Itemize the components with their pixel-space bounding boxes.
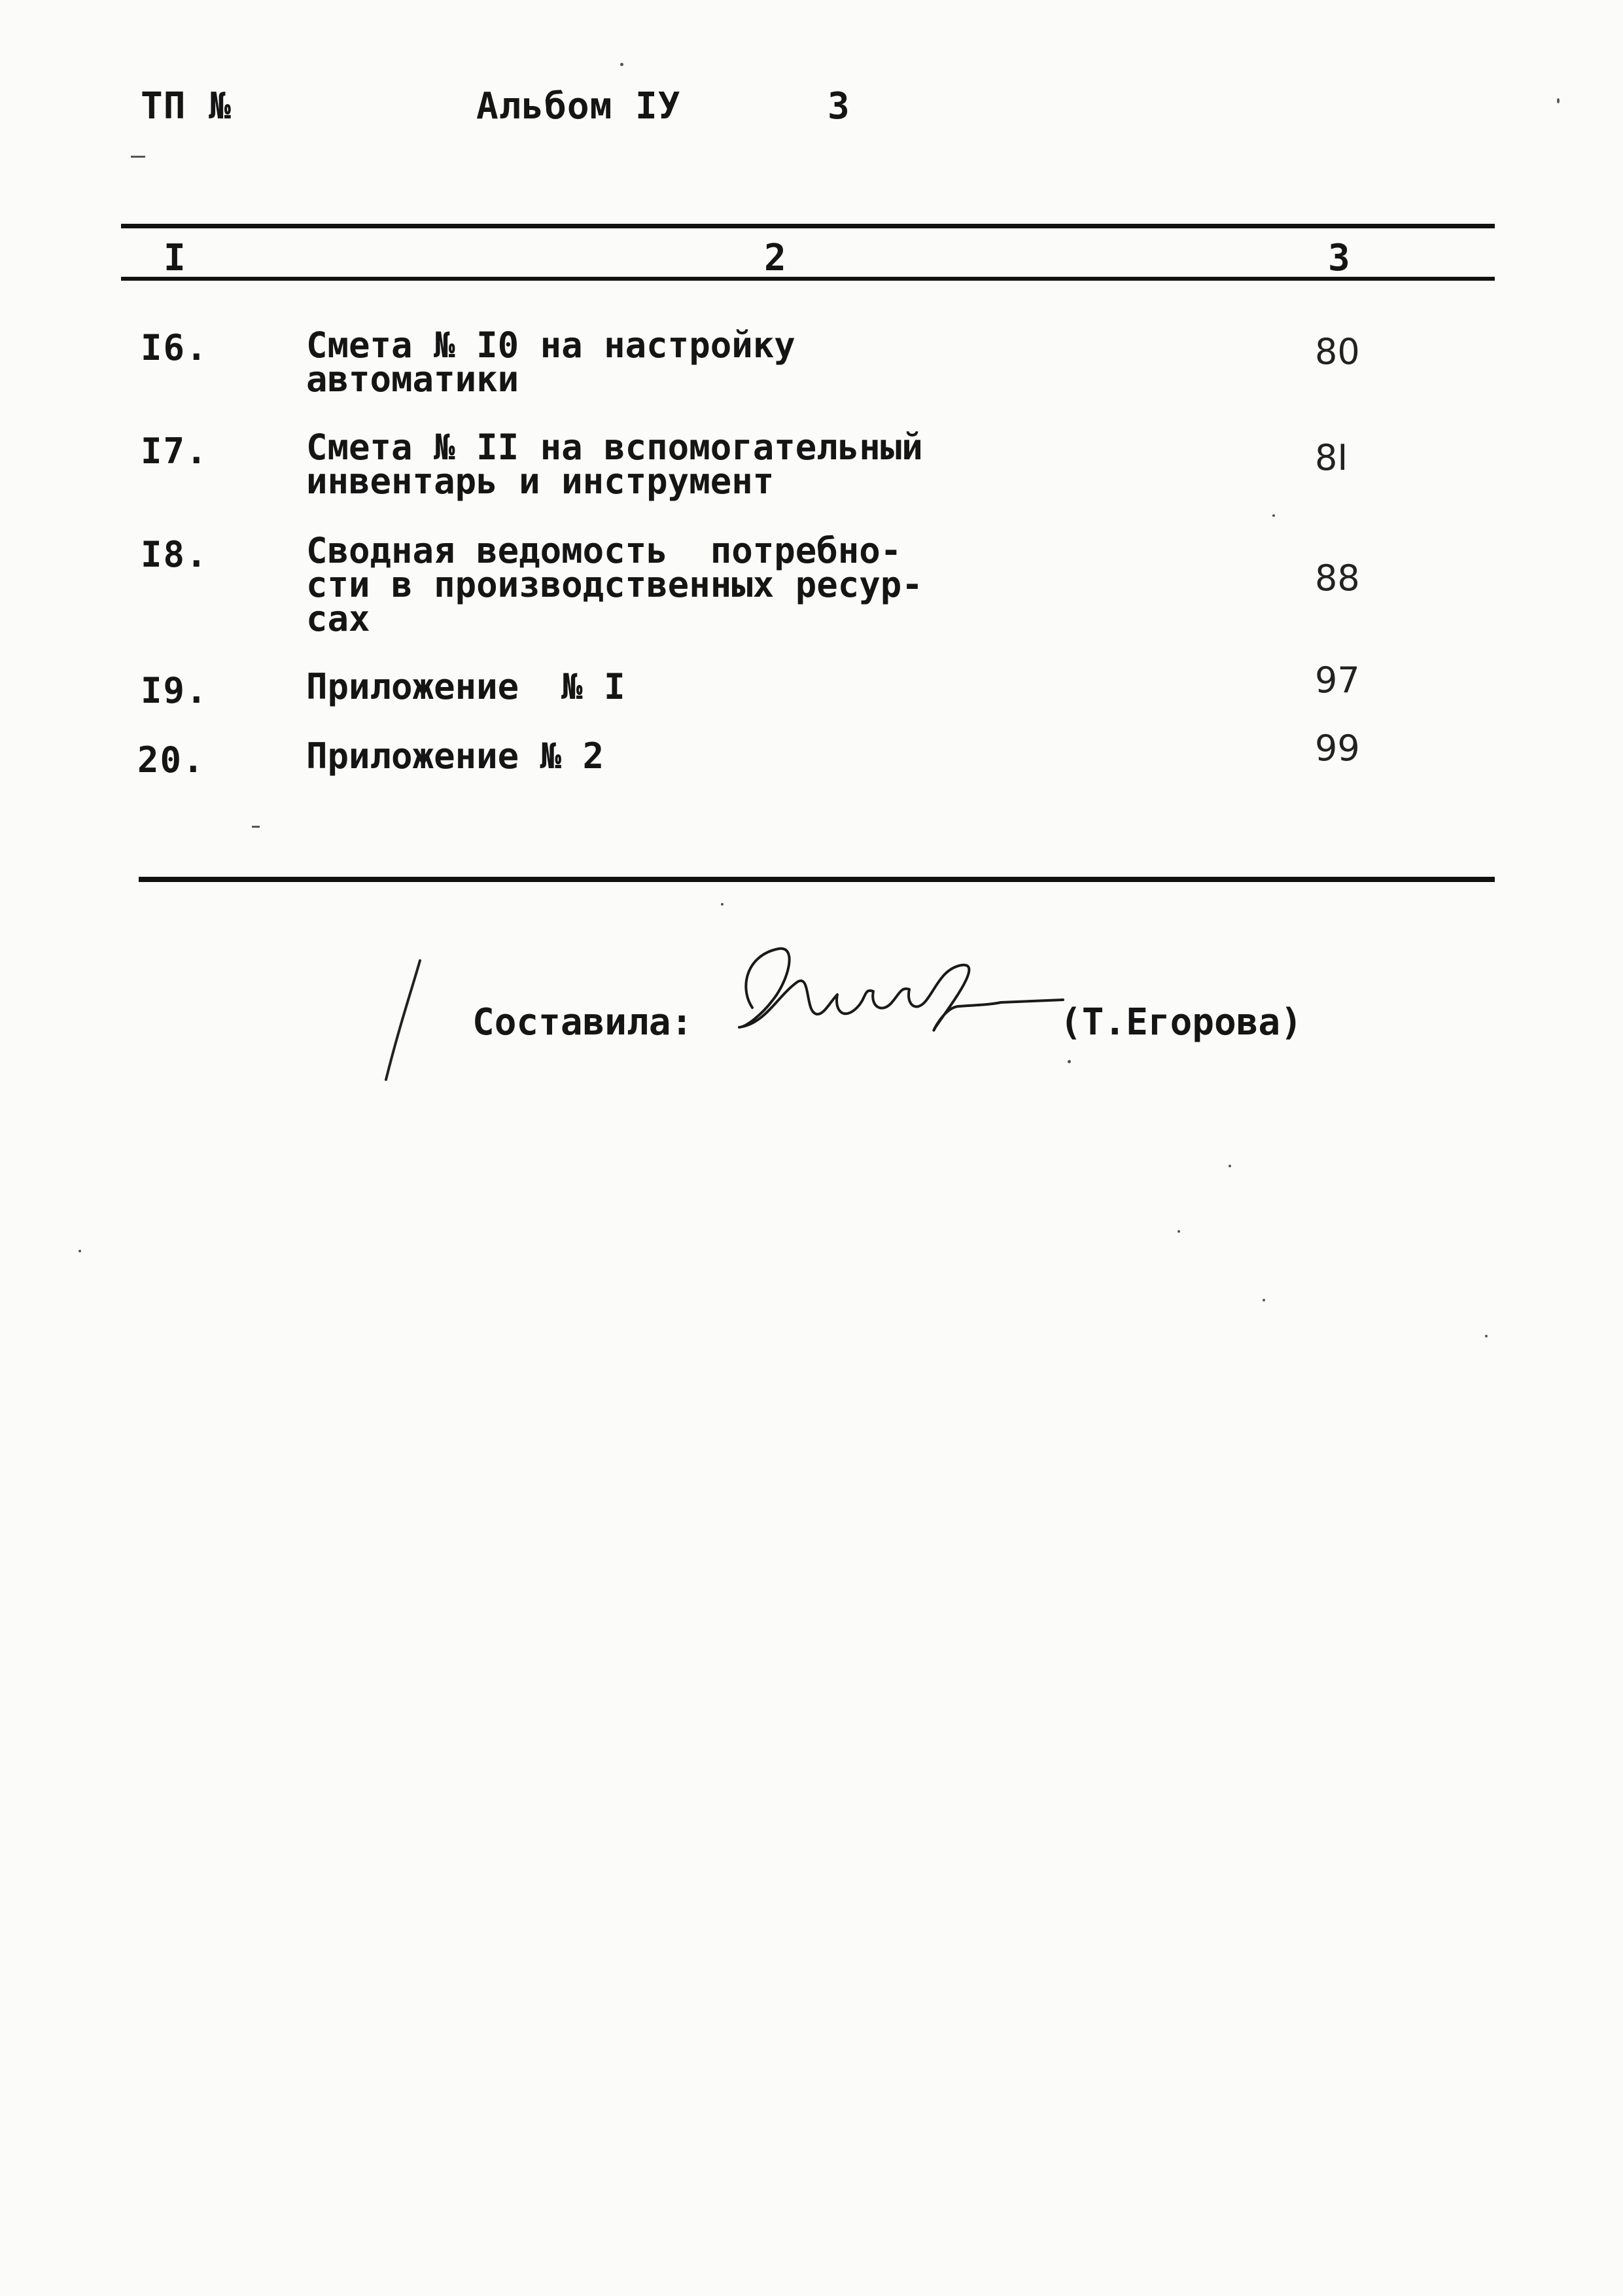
scan-speck — [1229, 1165, 1231, 1167]
scan-speck — [1178, 1230, 1180, 1233]
scan-speck — [1557, 98, 1560, 103]
compiled-by-label: Составила: — [472, 1001, 693, 1044]
row-page: 88 — [1315, 557, 1360, 599]
page-number: 3 — [828, 85, 850, 128]
scan-speck — [252, 826, 260, 828]
table-top-rule — [121, 224, 1495, 228]
row-title: Смета № II на вспомогательный инвентарь и инструмент — [306, 427, 923, 502]
handwritten-signature-icon — [726, 929, 1066, 1067]
scan-speck — [620, 63, 623, 66]
scan-speck — [1272, 514, 1275, 517]
doc-code: ТП № — [141, 85, 232, 128]
row-number: I8. — [141, 534, 209, 575]
row-number: I7. — [141, 431, 209, 472]
column-header-1: I — [164, 237, 186, 279]
column-header-2: 2 — [764, 237, 786, 279]
row-title: Приложение № I — [306, 666, 625, 707]
table-bottom-rule — [139, 877, 1495, 882]
row-page: 99 — [1315, 728, 1360, 769]
scan-speck — [721, 903, 724, 906]
scan-speck — [1263, 1299, 1265, 1301]
row-number: I9. — [141, 670, 209, 711]
scan-speck — [1068, 1060, 1071, 1063]
scan-speck — [1485, 1335, 1488, 1337]
scan-speck — [79, 1250, 81, 1252]
row-number: 20. — [137, 739, 205, 781]
row-page: 97 — [1315, 660, 1360, 701]
album-title: Альбом IУ — [476, 85, 681, 128]
row-title: Смета № I0 на настройку автоматики — [306, 325, 795, 400]
row-page: 8I — [1315, 437, 1348, 478]
table-header-rule — [121, 277, 1495, 281]
slash-mark-icon — [373, 955, 432, 1086]
row-title: Приложение № 2 — [306, 735, 604, 777]
row-title: Сводная ведомость потребно- сти в производственных ресур- сах — [306, 530, 923, 639]
column-header-3: 3 — [1328, 237, 1350, 279]
row-page: 80 — [1315, 331, 1360, 372]
author-name: (Т.Егорова) — [1060, 1001, 1302, 1044]
scan-speck — [131, 156, 145, 158]
row-number: I6. — [141, 327, 209, 368]
